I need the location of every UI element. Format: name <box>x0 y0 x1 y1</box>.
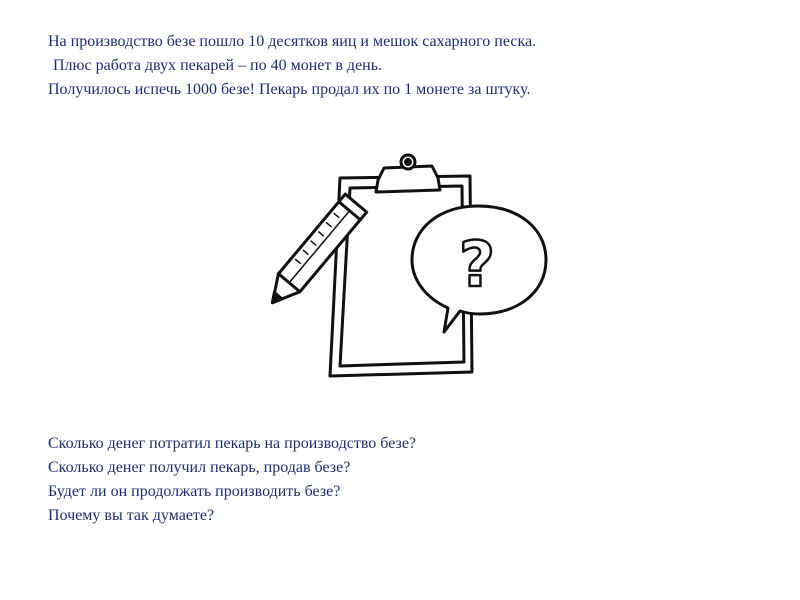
clipboard-illustration <box>266 150 556 380</box>
question-line-4: Почему вы так думаете? <box>48 507 215 524</box>
question-mark: ? <box>459 228 495 301</box>
problem-line-2: Плюс работа двух пекарей – по 40 монет в день. <box>53 57 383 74</box>
problem-statement <box>48 30 536 102</box>
question-line-3: Будет ли он продолжать производить безе? <box>48 483 341 500</box>
problem-line-1: На производство безе пошло 10 десятков яиц и мешок сахарного песка. <box>48 33 537 50</box>
questions-list <box>48 432 416 528</box>
question-line-1: Сколько денег потратил пекарь на производство безе? <box>48 435 417 452</box>
problem-line-3: Получилось испечь 1000 безе! Пекарь продал их по 1 монете за штуку. <box>48 81 531 98</box>
question-line-2: Сколько денег получил пекарь, продав безе? <box>48 459 351 476</box>
